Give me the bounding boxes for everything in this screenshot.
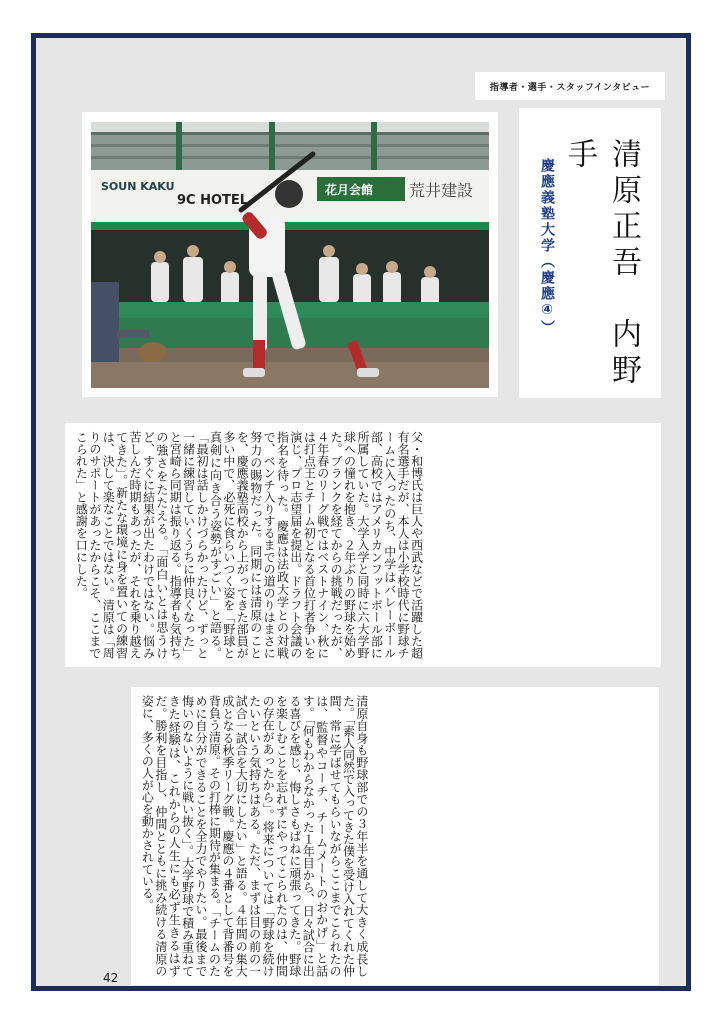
sign-text-4: 荒井建設 xyxy=(409,181,474,200)
photo-frame xyxy=(82,112,498,397)
article-text-2: 清原自身も野球部での３年半を通して大きく成長した。「素人同然で入ってきた僕を受け入れてくれた仲間、常に学ばせてもらいながらここまでこられたのは、監督やコーチ、チームメートのおかげ」と話す。「何もわからなかった１年目から、日々試合に出る喜びを感じ、悔しさもばねに頑張ってきた。野球を楽しむことを忘れずにやってこられたのは、仲間の存在があったから」。将来については「野球を続けたいという気持ちはある。ただ、まずは目の前の一試合一試合を大切にしたい」と語る。４年間の集大成となる秋季リーグ戦。慶應の４番として背番号を背負う清原。その打棒に期待が集まる。「チームのために自分ができることを全力でやりたい。最後まで悔いのないように戦い抜く」。大学野球で積み重ねてきた経験は、これからの人生にも必ず生きるはずだ。勝利を目指し、仲間とともに挑み続ける清原の姿に、多くの人が心を動かされている。 xyxy=(140,695,369,977)
section-label: 指導者・選手・スタッフインタビュー xyxy=(475,72,665,100)
article-block-1 xyxy=(65,423,661,667)
sign-text-3: 花月会館 xyxy=(325,183,374,197)
title-box xyxy=(519,108,661,398)
sign-text-1: SOUN KAKU xyxy=(101,180,175,193)
batter-photo xyxy=(91,122,489,388)
player-name: 清原正吾 内野手 xyxy=(562,138,641,390)
sign-text-2: 9C HOTEL xyxy=(177,193,249,208)
article-block-2 xyxy=(131,687,659,985)
article-text-1: 父・和博氏は巨人や西武などで活躍した超有名選手だが、本人は小学校時代に野球チームに入ったのち、中学はバレーボール部、高校ではアメリカンフットボール部に所属していた。大学入学と同時に六大学野球への憧れを抱き、２年ぶりの野球を始めた。ブランクを経てからの挑戦だったが、４年春のリーグ戦ではベストナイン、秋には打点王とチーム初となる首位打者争いを演じ、プロ志望届を提出。ドラフト会議の指名を待った。慶應は法政大学との対戦で、ベンチ入りするまでの道のりはまさに努力の賜物だった。同期には清原のことを、慶應義塾高校から上がってきた部員が多い中で、必死に食らいつく姿を「野球と真剣に向き合う姿勢がすごい」と語る。「最初は話しかけづらかったけど、ずっと一緒に練習していくうちに仲良くなった」と宮崎ら同期は振り返る。指導者も気持ちの強さをたたえる。「面白いとは思うけど、すぐに結果が出たわけではない。悩み苦しんだ時期もあったが、それを乗り越えてきた」。新たな環境に身を置いての練習は、決して楽なことではない。清原は「周りのサポートがあったからこそ、ここまでこられた」と感謝を口にした。 xyxy=(74,431,424,659)
school-name: 慶應義塾大学（慶應④） xyxy=(539,158,555,336)
page-number: 42 xyxy=(103,971,119,985)
